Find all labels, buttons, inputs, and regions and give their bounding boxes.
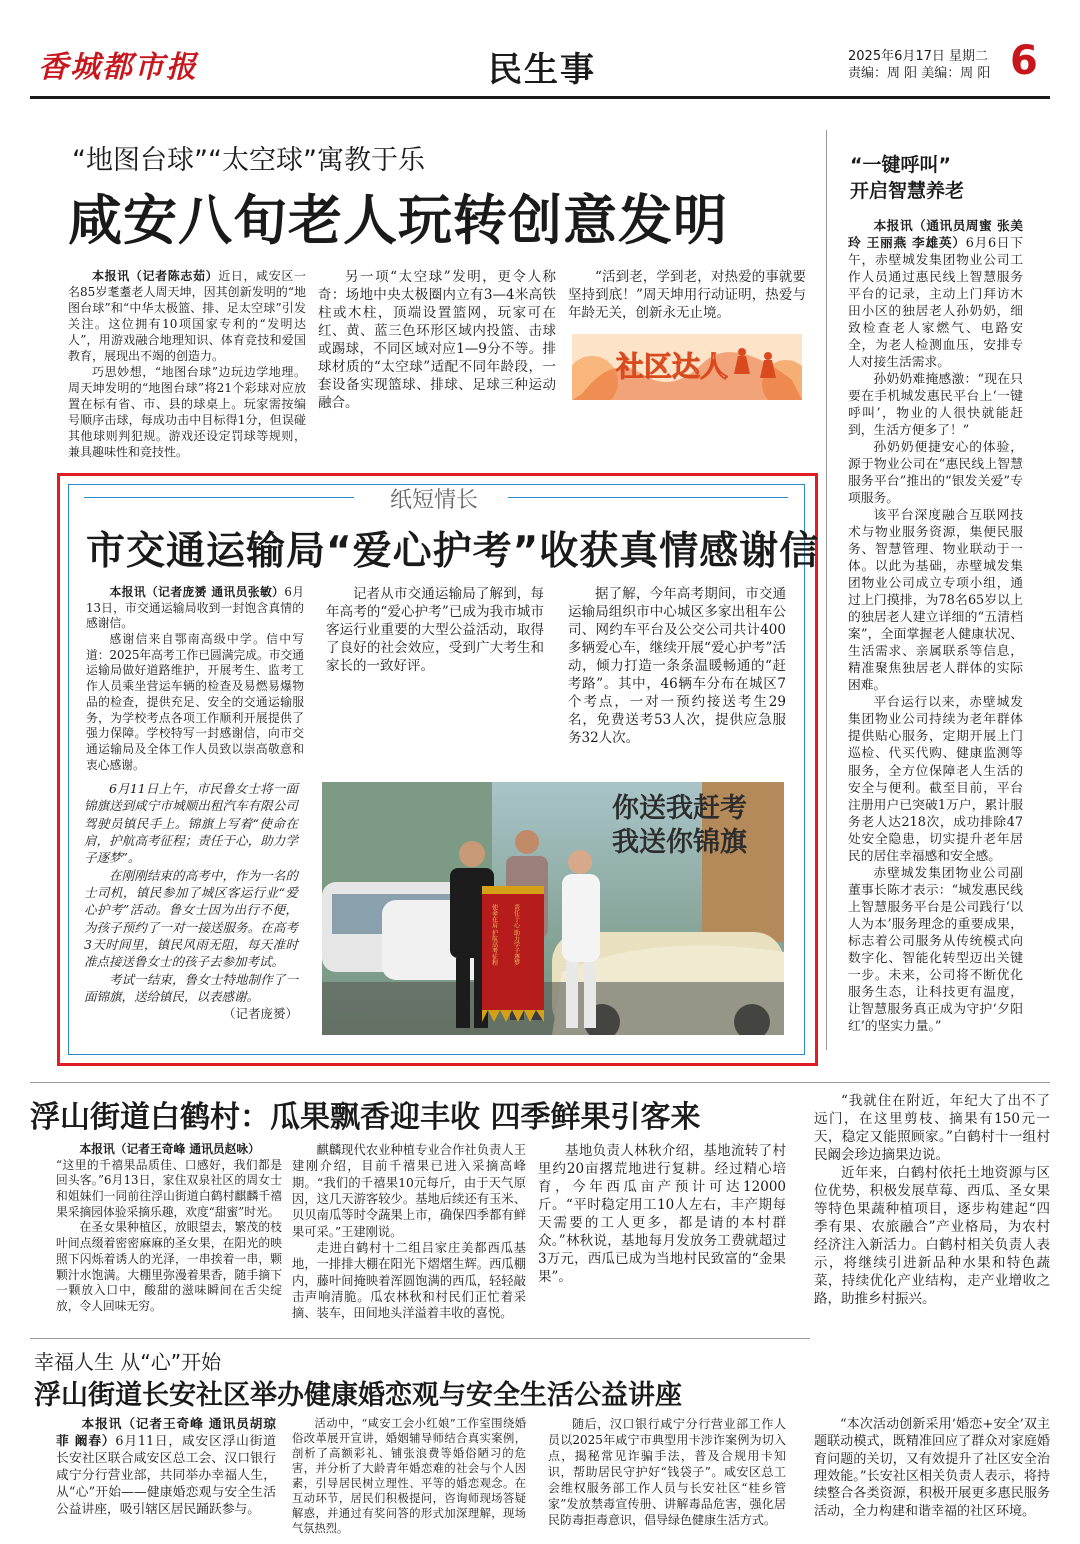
flag-story-credit: （记者庞赟） — [222, 1006, 298, 1022]
melon-headline: 浮山街道白鹤村：瓜果飘香迎丰收 四季鲜果引客来 — [30, 1100, 701, 1135]
section-divider — [30, 1082, 1050, 1083]
box-column-2-body — [326, 585, 544, 675]
lecture-column-4 — [814, 1416, 1050, 1520]
melon-column-4 — [814, 1092, 1050, 1308]
melon-paragraph: 麒麟现代农业种植专业合作社负责人王建刚介绍，目前千禧果已进入采摘高峰期。“我们的千禧果10元每斤，由于天气原因，这几天游客较少。基地后续还有玉米、贝贝南瓜等时令蔬果上市，确保四季都有鲜果可采。”王建刚说。 — [292, 1143, 526, 1239]
lead-paragraph: 另一项“太空球”发明，更令人称奇：场地中央太极圈内立有3—4米高铁柱或木柱，顶端设置篮网，玩家可在红、黄、蓝三色环形区域内投篮、击球或踢球，不同区域对应1—9分不等。排球材质的“太空球”适配不同年龄段，一套设备实现篮球、排球、足球三种运动融合。 — [318, 269, 556, 411]
lead-column-2 — [318, 268, 556, 412]
melon-paragraph: “这里的千禧果品质佳、口感好，我们都是回头客。”6月13日，家住双泉社区的周女士和姐妹们一同前往浮山街道白鹤村麒麟千禧果采摘园体验采摘乐趣，欢度“甜蜜”时光。 — [56, 1157, 282, 1219]
sidebar-paragraph: 赤壁城发集团物业公司副董事长陈才表示：“城发惠民线上智慧服务平台是公司践行‘以人为本’服务理念的重要成果，标志着公司服务从传统模式向数字化、智能化转型迈出关键一步。未来，公司将不断优化服务生态，让科技更有温度，让智慧服务真正成为守护‘夕阳红’的坚实力量。” — [848, 865, 1023, 1034]
melon-paragraph: 在圣女果种植区，放眼望去，繁茂的枝叶间点缀着密密麻麻的圣女果，在阳光的映照下闪烁着诱人的光泽，一串挨着一串，颗颗汁水饱满。大棚里弥漫着果香，随手摘下一颗放入口中，酸甜的滋味瞬间在舌尖绽放，令人回味无穷。 — [56, 1220, 282, 1313]
sidebar-paragraph: 平台运行以来，赤壁城发集团物业公司持续为老年群体提供贴心服务，定期开展上门巡检、代买代购、健康监测等服务，全方位保障老人生活的安全与便利。截至目前，平台注册用户已突破1万户，累计服务老人达218次，成功排除47处安全隐患，切实提升老年居民的居住幸福感和安全感。 — [848, 695, 1023, 864]
box-paragraph: 6月13日，市交通运输局收到一封饱含真情的感谢信。 — [86, 585, 305, 631]
melon-byline: 本报讯（记者王奇峰 通讯员赵咏） — [79, 1142, 260, 1156]
box-paragraph: 据了解，今年高考期间，市交通运输局组织市中心城区多家出租车公司、网约车平台及公交公司共计400多辆爱心车，继续开展“爱心护考”活动，倾力打造一条条温暖畅通的“赶考路”。其中，46辆车分布在城区7个考点，一对一预约接送考生29名，免费送考53人次，提供应急服务32人次。 — [568, 586, 786, 746]
sidebar-paragraph: 孙奶奶便捷安心的体验，源于物业公司在“惠民线上智慧服务平台”推出的“银发关爱”专项服务。 — [848, 440, 1023, 507]
sidebar-paragraph: 孙奶奶难掩感激：“现在只要在手机城发惠民平台上‘一键呼叫’，物业的人很快就能赶到，生活方便多了！” — [848, 372, 1023, 439]
badge-text: 社区达人 — [616, 350, 729, 383]
lead-byline: 本报讯（记者陈志茹） — [92, 269, 219, 283]
community-star-badge — [572, 334, 802, 400]
lead-kicker: “地图台球”“太空球”寓教于乐 — [72, 145, 425, 176]
box-byline: 本报讯（记者庞赟 通讯员张敏） — [109, 585, 285, 599]
lecture-column-3 — [548, 1416, 786, 1528]
melon-paragraph: 近年来，白鹤村依托土地资源与区位优势，积极发展草莓、西瓜、圣女果等特色果蔬种植项目，逐步构建起“四季有果、农旅融合”产业格局，为农村经济注入新活力。白鹤村相关负责人表示，将继续引进新品种水果和特色蔬菜，持续优化产业结构，走产业增收之路，助推乡村振兴。 — [814, 1165, 1050, 1307]
lead-paragraph: “活到老，学到老，对热爱的事就要坚持到底！”周天坤用行动证明，热爱与年龄无关，创新永无止境。 — [568, 269, 806, 321]
lecture-paragraph: 6月11日，咸安区浮山街道长安社区联合咸安区总工会、汉口银行咸宁分行营业部，共同举办幸福人生，从“心”开始——健康婚恋观与安全生活公益讲座，吸引辖区居民踊跃参与。 — [56, 1434, 276, 1518]
lecture-paragraph: “本次活动创新采用‘婚恋+安全’双主题联动模式，既精准回应了群众对家庭婚育问题的关切，又有效提升了社区安全治理效能。”长安社区相关负责人表示，将持续整合各类资源，积极开展更多惠民服务活动，全力构建和谐幸福的社区环境。 — [814, 1417, 1050, 1519]
flag-story-column — [84, 780, 298, 1023]
section-divider — [30, 1338, 810, 1339]
sidebar-divider — [826, 130, 827, 1050]
issue-date: 2025年6月17日 星期二 — [848, 49, 989, 64]
editors-credit: 责编：周 阳 美编：周 阳 — [848, 66, 991, 81]
melon-paragraph: 走进白鹤村十二组吕家庄美都西瓜基地，一排排大棚在阳光下熠熠生辉。西瓜棚内，藤叶间掩映着浑圆饱满的西瓜，轻轻敲击声响清脆。瓜农林秋和村民们正忙着采摘、装车，田间地头洋溢着丰收的喜悦。 — [292, 1241, 526, 1321]
box-paragraph: 感谢信来自鄂南高级中学。信中写道：2025年高考工作已圆满完成。市交通运输局做好道路维护，开展考生、监考工作人员乘坐营运车辆的检查及易燃易爆物品的检查，提供充足、安全的交通运输服务，为学校考点各项工作顺利开展提供了强力保障。学校特写一封感谢信，向市交通运输局及全体工作人员致以崇高敬意和衷心感谢。 — [86, 632, 304, 772]
melon-column-1 — [56, 1142, 282, 1315]
sidebar-byline: 本报讯（通讯员周蜜 张美玲 王丽燕 李雄英） — [848, 219, 1023, 252]
lead-column-3 — [568, 268, 806, 322]
page-number: 6 — [1010, 38, 1038, 84]
lecture-headline: 浮山街道长安社区举办健康婚恋观与安全生活公益讲座 — [34, 1380, 682, 1411]
melon-paragraph: 基地负责人林秋介绍，基地流转了村里约20亩撂荒地进行复耕。经过精心培育，今年西瓜亩产预计可达12000斤。“平时稳定用工10人左右，丰产期每天需要的工人更多，都是请的本村群众。”林秋说，基地每月发放务工费就超过3万元，西瓜已成为当地村民致富的“金果果”。 — [538, 1143, 786, 1285]
newspaper-logo: 香城都市报 — [38, 50, 198, 85]
section-title: 民生事 — [488, 50, 596, 90]
box-headline: 市交通运输局“爱心护考”收获真情感谢信 — [86, 529, 820, 574]
lecture-column-2 — [292, 1416, 526, 1536]
melon-column-3 — [538, 1142, 786, 1286]
sidebar-column — [848, 218, 1023, 1035]
banner-text: 责任于心 助力学子逐梦 — [512, 904, 520, 966]
lecture-paragraph: 活动中，“咸安工会小红娘”工作室围绕婚俗改革展开宣讲，婚姻辅导师结合真实案例，剖析了高额彩礼、铺张浪费等婚俗陋习的危害，并分析了大龄青年婚恋难的社会与个人因素，引导居民树立理性、平等的婚恋观念。在互动环节，居民们积极提问，咨询师现场答疑解惑，并通过有奖问答的形式加深理解，现场气氛热烈。 — [292, 1417, 526, 1536]
masthead-divider — [30, 96, 1050, 99]
lecture-paragraph: 随后，汉口银行咸宁分行营业部工作人员以2025年咸宁市典型用卡涉诈案例为切入点，揭秘常见诈骗手法，普及合规用卡知识，帮助居民守护好“钱袋子”。咸安区总工会维权服务部工作人员与长安社区“桂乡管家”发放禁毒宣传册、讲解毒品危害，强化居民防毒拒毒意识，倡导绿色健康生活方式。 — [548, 1417, 786, 1528]
lecture-kicker: 幸福人生 从“心”开始 — [34, 1350, 222, 1374]
lecture-column-1 — [56, 1416, 276, 1518]
flag-story-paragraph: 考试一结束，鲁女士特地制作了一面锦旗，送给镇民，以表感谢。 — [84, 971, 298, 1005]
lead-paragraph: 巧思妙想，“地图台球”边玩边学地理。周天坤发明的“地图台球”将21个彩球对应放置在标有省、市、县的球桌上。玩家需按编号顺序击球，每成功击中目标得1分，但误碰其他球则判犯规。游戏还设定罚球等规则，兼具趣味性和竞技性。 — [68, 365, 306, 460]
box-kicker: 纸短情长 — [390, 488, 479, 513]
silk-banner — [482, 886, 544, 1022]
sidebar-headline: 开启智慧养老 — [850, 180, 965, 202]
box-paragraph: 记者从市交通运输局了解到，每年高考的“爱心护考”已成为我市城市客运行业重要的大型公益活动，取得了良好的社会效应，受到广大考生和家长的一致好评。 — [326, 586, 544, 674]
flag-story-paragraph: 6月11日上午，市民鲁女士将一面锦旗送到咸宁市城顺出租汽车有限公司驾驶员镇民手上。锦旗上写着“使命在肩，护航高考征程；责任于心，助力学子逐梦”。 — [84, 781, 298, 866]
lead-headline: 咸安八旬老人玩转创意发明 — [68, 189, 728, 252]
box-title-rule-left — [84, 497, 354, 498]
flag-story-paragraph: 在刚刚结束的高考中，作为一名的士司机，镇民参加了城区客运行业“爱心护考”活动。鲁女士因为出行不便，为孩子预约了一对一接送服务。在高考3天时间里，镇民风雨无阻，每天准时准点接送鲁女士的孩子去参加考试。 — [84, 867, 298, 970]
photo-caption-line: 我送你锦旗 — [612, 827, 747, 858]
banner-text: 使命在肩 护航高考征程 — [490, 904, 498, 966]
melon-paragraph: “我就住在附近，年纪大了出不了远门，在这里剪枝、摘果有150元一天，稳定又能照顾家。”白鹤村十一组村民阚会珍边摘果边说。 — [814, 1093, 1050, 1163]
lead-paragraph: 近日，咸安区一名85岁耄耋老人周天坤，因其创新发明的“地图台球”和“中华太极篮、排、足太空球”引发关注。这位拥有10项国家专利的“发明达人”，用游戏融合地理知识、体育竞技和爱国教育，展现出不竭的创造力。 — [68, 269, 306, 364]
sidebar-paragraph: 该平台深度融合互联网技术与物业服务资源，集便民服务、智慧管理、物业联动于一体。以此为基础，赤壁城发集团物业公司成立专项小组，通过上门摸排，为78名65岁以上的独居老人建立详细的“五清档案”，全面掌握老人健康状况、生活需求、亲属联系等信息，精准聚焦独居老人群体的实际困难。 — [848, 508, 1023, 694]
box-column-1 — [86, 585, 304, 773]
lead-column-1 — [68, 268, 306, 460]
sidebar-paragraph: 6月6日下午，赤壁城发集团物业公司工作人员通过惠民线上智慧服务平台的记录，主动上门拜访木田小区的独居老人孙奶奶，细致检查老人家燃气、电路安全，为老人检测血压，安排专人对接生活需求。 — [848, 236, 1023, 371]
photo-caption — [612, 792, 747, 860]
lecture-byline: 本报讯（记者王奇峰 通讯员胡琼菲 阚春） — [56, 1417, 276, 1450]
box-title-rule-right — [508, 497, 788, 498]
melon-column-2 — [292, 1142, 526, 1322]
sidebar-kicker: “一键呼叫” — [850, 154, 951, 176]
photo-caption-line: 你送我赶考 — [612, 793, 747, 824]
box-column-3 — [568, 585, 786, 747]
